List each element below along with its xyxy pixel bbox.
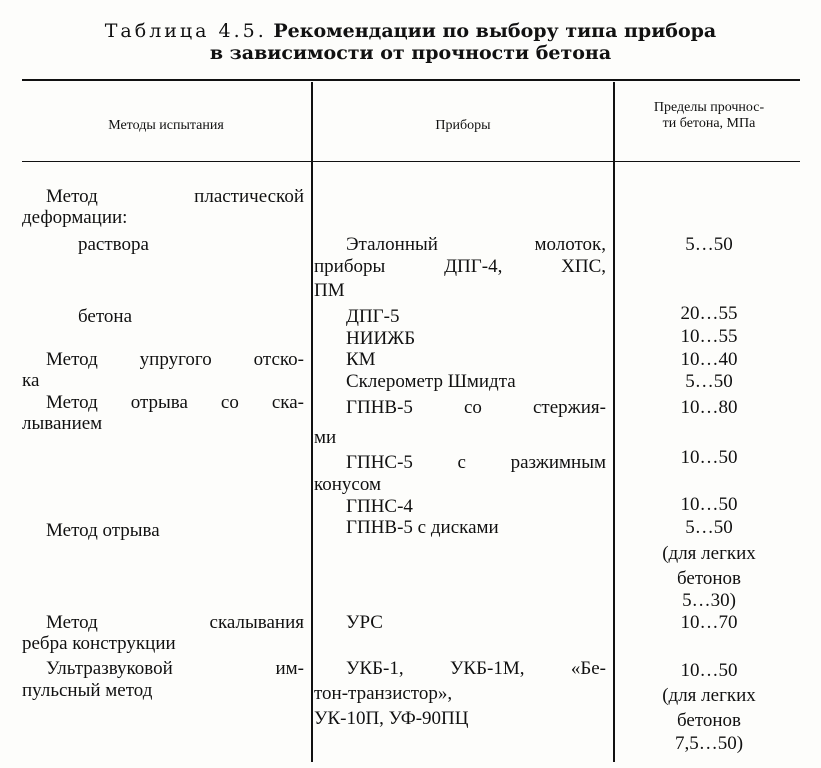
table-caption-2: в зависимости от прочности бетона (209, 42, 612, 64)
table-caption-1: Рекомендации по выбору типа прибора (273, 20, 717, 42)
limit-urs: 10…70 (680, 612, 738, 633)
device-dpg5: ДПГ-5 (346, 306, 400, 327)
header-devices: Приборы (435, 118, 491, 133)
device-etalon-line-3: ПМ (314, 280, 345, 301)
limit-ukb-note-1: (для легких (662, 685, 756, 706)
device-ukb-line-1: УКБ-1, УКБ-1М, «Бе- (346, 658, 606, 679)
limit-gpns4: 10…50 (680, 494, 738, 515)
table-title-line-1 (0, 20, 821, 42)
method-plastic-line-1: Метод пластической (46, 186, 304, 207)
device-urs: УРС (346, 612, 383, 633)
method-plastic-line-2: деформации: (22, 207, 128, 228)
limit-gpnv5-discs: 5…50 (685, 517, 733, 538)
device-etalon-line-2: приборы ДПГ-4, ХПС, (314, 256, 606, 277)
limit-gpnv5-note-3: 5…30) (682, 590, 736, 611)
method-mortar: раствора (78, 234, 149, 255)
limit-gpnv5-note-2: бетонов (676, 568, 742, 589)
limit-schmidt: 5…50 (685, 371, 733, 392)
method-pulloff-shear-line-2: лыванием (22, 413, 103, 434)
device-gpns5-line-1: ГПНС-5 с разжимным (346, 452, 606, 473)
device-niizhb: НИИЖБ (346, 328, 416, 349)
limit-km: 10…40 (680, 349, 738, 370)
limit-gpns5: 10…50 (680, 447, 738, 468)
header-limits (616, 100, 802, 132)
limit-gpnv5-rods: 10…80 (680, 397, 738, 418)
device-ukb-line-2: тон-транзистор», (314, 683, 453, 704)
method-ultrasonic-line-1: Ультразвуковой им- (46, 658, 304, 679)
header-limits-line-2: ти бетона, МПа (662, 116, 756, 131)
method-pulloff-shear-line-1: Метод отрыва со ска- (46, 392, 304, 413)
header-limits-line-1: Пределы прочнос- (653, 100, 765, 115)
table-title (0, 20, 821, 64)
header-rule (22, 161, 800, 162)
column-divider-2 (613, 82, 615, 762)
method-pulloff: Метод отрыва (46, 520, 160, 541)
table-number: Таблица 4.5. (104, 20, 267, 42)
method-rib-line-1: Метод скалывания (46, 612, 304, 633)
device-ukb-line-3: УК-10П, УФ-90ПЦ (314, 708, 469, 729)
method-rib-line-2: ребра конструкции (22, 633, 176, 654)
limit-niizhb: 10…55 (680, 326, 738, 347)
limit-dpg5: 20…55 (680, 303, 738, 324)
method-elastic-line-1: Метод упругого отско- (46, 349, 304, 370)
method-concrete: бетона (78, 306, 133, 327)
top-rule (22, 79, 800, 81)
device-gpns4: ГПНС-4 (346, 496, 413, 517)
header-methods: Методы испытания (108, 118, 224, 133)
device-gpnv5-rods-line-2: ми (314, 427, 337, 448)
limit-gpnv5-note-1: (для легких (662, 543, 756, 564)
device-schmidt: Склерометр Шмидта (346, 371, 516, 392)
limit-ukb-note-3: 7,5…50) (674, 733, 744, 754)
device-gpns5-line-2: конусом (314, 474, 382, 495)
method-ultrasonic-line-2: пульсный метод (22, 680, 153, 701)
limit-ukb: 10…50 (680, 660, 738, 681)
device-km: КМ (346, 349, 376, 370)
limit-etalon: 5…50 (685, 234, 733, 255)
device-etalon-line-1: Эталонный молоток, (346, 234, 606, 255)
limit-ukb-note-2: бетонов (676, 710, 742, 731)
device-gpnv5-discs: ГПНВ-5 с дисками (346, 517, 499, 538)
device-gpnv5-rods-line-1: ГПНВ-5 со стержия- (346, 397, 606, 418)
column-divider-1 (311, 82, 313, 762)
method-elastic-line-2: ка (22, 370, 40, 391)
